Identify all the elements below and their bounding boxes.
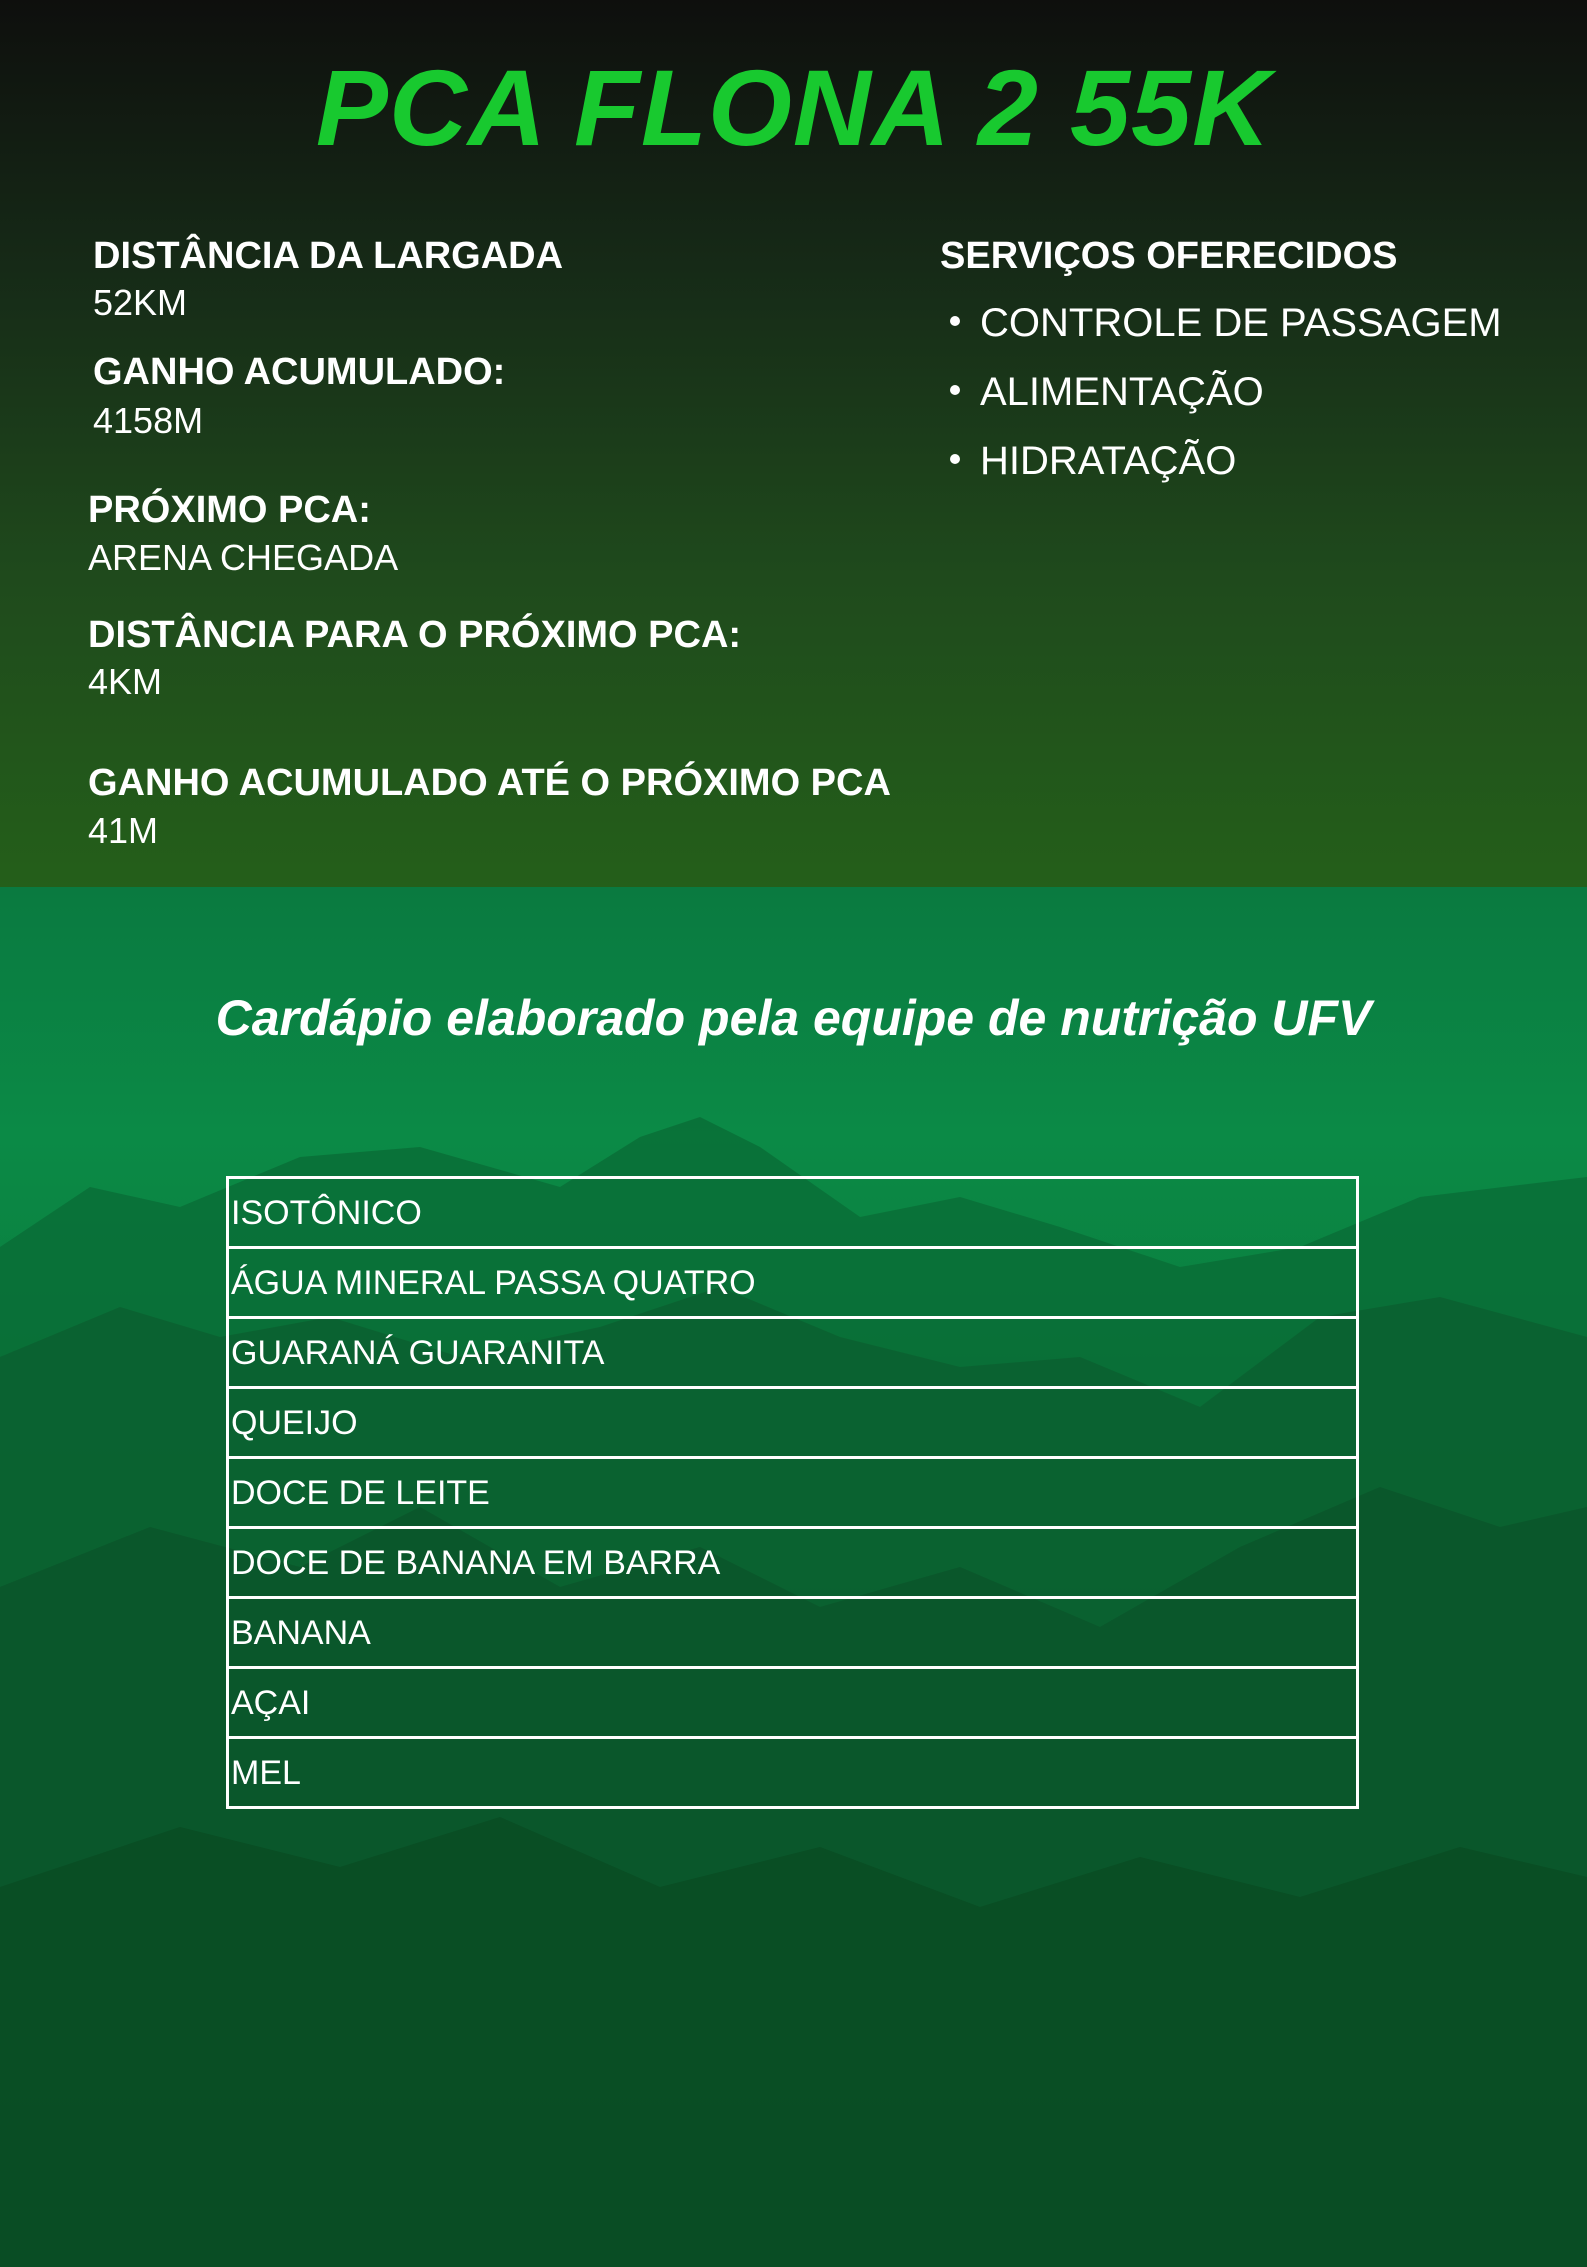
next-pca-label: PRÓXIMO PCA: bbox=[88, 489, 371, 531]
elevation-gain-label: GANHO ACUMULADO: bbox=[93, 351, 506, 393]
table-row bbox=[228, 1668, 1358, 1738]
table-row bbox=[228, 1388, 1358, 1458]
next-pca-value: ARENA CHEGADA bbox=[88, 537, 399, 578]
menu-item: ISOTÔNICO bbox=[228, 1178, 1358, 1248]
table-row bbox=[228, 1528, 1358, 1598]
menu-item: DOCE DE LEITE bbox=[228, 1458, 1358, 1528]
next-pca-distance-value: 4KM bbox=[88, 661, 163, 702]
start-distance-label: DISTÂNCIA DA LARGADA bbox=[93, 235, 564, 277]
bullet-icon bbox=[950, 385, 960, 395]
bullet-icon bbox=[950, 454, 960, 464]
service-item bbox=[950, 438, 1502, 507]
menu-item: DOCE DE BANANA EM BARRA bbox=[228, 1528, 1358, 1598]
menu-subtitle: Cardápio elaborado pela equipe de nutrição UFV bbox=[215, 990, 1372, 1046]
table-row bbox=[228, 1458, 1358, 1528]
table-row bbox=[228, 1178, 1358, 1248]
services-list bbox=[950, 300, 1502, 507]
service-item-label: ALIMENTAÇÃO bbox=[980, 370, 1264, 414]
elevation-gain-value: 4158M bbox=[93, 400, 204, 441]
service-item-label: HIDRATAÇÃO bbox=[980, 439, 1237, 483]
menu-item: MEL bbox=[228, 1738, 1358, 1808]
table-row bbox=[228, 1598, 1358, 1668]
menu-item: BANANA bbox=[228, 1598, 1358, 1668]
bullet-icon bbox=[950, 316, 960, 326]
menu-item: ÁGUA MINERAL PASSA QUATRO bbox=[228, 1248, 1358, 1318]
menu-table bbox=[226, 1176, 1359, 1809]
menu-item: AÇAI bbox=[228, 1668, 1358, 1738]
menu-item: QUEIJO bbox=[228, 1388, 1358, 1458]
foreground-ridge bbox=[0, 1817, 1587, 2267]
start-distance-value: 52KM bbox=[93, 282, 188, 323]
next-pca-gain-value: 41M bbox=[88, 810, 159, 851]
services-heading: SERVIÇOS OFERECIDOS bbox=[940, 235, 1398, 277]
table-row bbox=[228, 1738, 1358, 1808]
table-row bbox=[228, 1248, 1358, 1318]
next-pca-gain-label: GANHO ACUMULADO ATÉ O PRÓXIMO PCA bbox=[88, 762, 891, 804]
service-item bbox=[950, 369, 1502, 438]
table-row bbox=[228, 1318, 1358, 1388]
service-item bbox=[950, 300, 1502, 369]
next-pca-distance-label: DISTÂNCIA PARA O PRÓXIMO PCA: bbox=[88, 614, 742, 656]
service-item-label: CONTROLE DE PASSAGEM bbox=[980, 301, 1502, 345]
page-title: PCA FLONA 2 55K bbox=[315, 47, 1272, 168]
menu-item: GUARANÁ GUARANITA bbox=[228, 1318, 1358, 1388]
